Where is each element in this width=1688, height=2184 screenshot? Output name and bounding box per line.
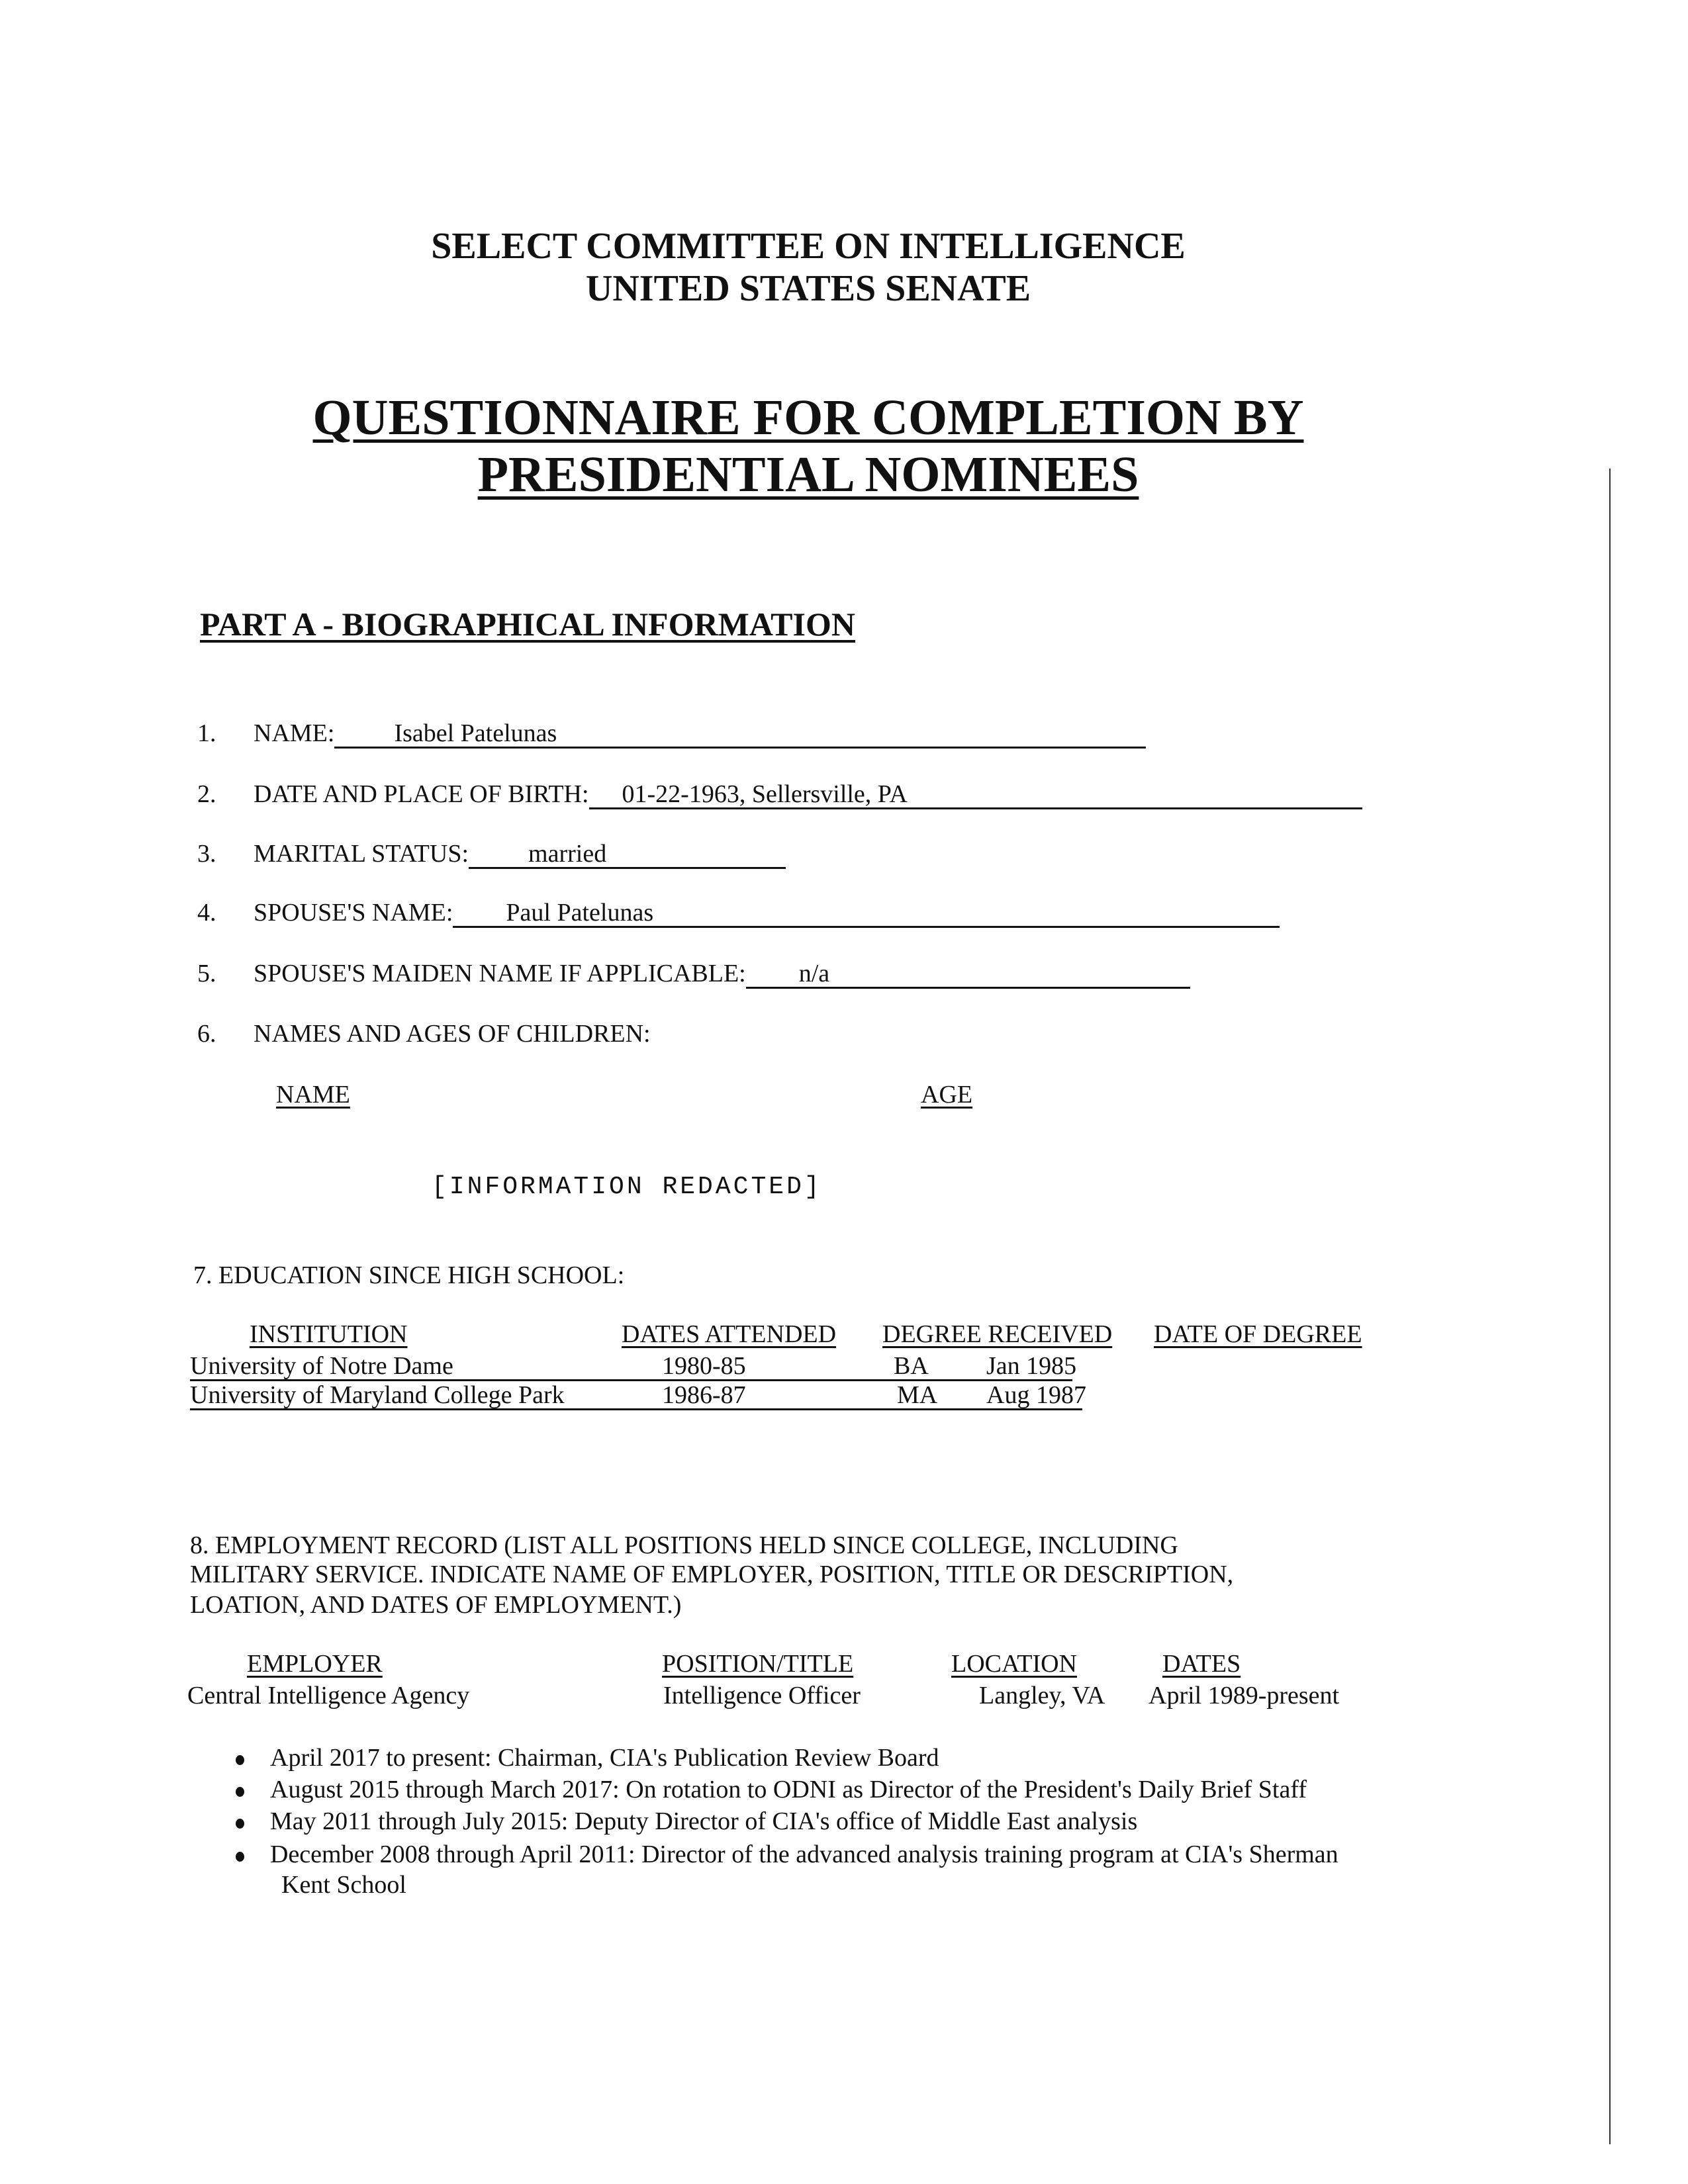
redacted-notice: [INFORMATION REDACTED] bbox=[432, 1173, 822, 1201]
children-label: NAMES AND AGES OF CHILDREN: bbox=[254, 1020, 651, 1048]
document-title-line2: PRESIDENTIAL NOMINEES bbox=[477, 447, 1139, 502]
document-title-line1: QUESTIONNAIRE FOR COMPLETION BY bbox=[312, 390, 1304, 445]
employment-header-dates: DATES bbox=[1162, 1650, 1241, 1678]
education-date: Aug 1987 bbox=[986, 1381, 1086, 1409]
maiden-field-row bbox=[254, 959, 1190, 989]
dates-value: April 1989-present bbox=[1149, 1682, 1340, 1709]
section-heading: PART A - BIOGRAPHICAL INFORMATION bbox=[200, 606, 855, 643]
item-number: 1. bbox=[197, 719, 216, 747]
education-dates: 1986-87 bbox=[662, 1381, 746, 1409]
employment-header-location: LOCATION bbox=[951, 1650, 1077, 1678]
education-header-degree: DEGREE RECEIVED bbox=[882, 1320, 1113, 1348]
item-number: 3. bbox=[197, 840, 216, 868]
employment-instructions: LOATION, AND DATES OF EMPLOYMENT.) bbox=[190, 1591, 682, 1619]
education-label: 7. EDUCATION SINCE HIGH SCHOOL: bbox=[193, 1261, 625, 1289]
field-label: DATE AND PLACE OF BIRTH: bbox=[254, 780, 589, 808]
marital-field-row bbox=[254, 839, 786, 869]
bullet-icon bbox=[236, 1852, 244, 1862]
employment-instructions: MILITARY SERVICE. INDICATE NAME OF EMPLOYER, POSITION, TITLE OR DESCRIPTION, bbox=[190, 1561, 1234, 1588]
employment-header-employer: EMPLOYER bbox=[247, 1650, 383, 1678]
education-degree: BA bbox=[894, 1352, 929, 1380]
field-label: SPOUSE'S MAIDEN NAME IF APPLICABLE: bbox=[254, 960, 746, 987]
list-item: April 2017 to present: Chairman, CIA's Publication Review Board bbox=[270, 1744, 939, 1772]
education-institution: University of Notre Dame bbox=[190, 1352, 453, 1380]
name-value: Isabel Patelunas bbox=[334, 720, 1146, 749]
list-item: August 2015 through March 2017: On rotation to ODNI as Director of the President's Daily Brief Staff bbox=[270, 1776, 1307, 1803]
bullet-icon bbox=[236, 1787, 244, 1797]
education-institution: University of Maryland College Park bbox=[190, 1381, 565, 1409]
bullet-icon bbox=[236, 1755, 244, 1765]
name-field-row bbox=[254, 719, 1146, 749]
bullet-icon bbox=[236, 1819, 244, 1829]
employment-header-position: POSITION/TITLE bbox=[662, 1650, 854, 1678]
field-label: SPOUSE'S NAME: bbox=[254, 899, 453, 927]
education-header-dates: DATES ATTENDED bbox=[622, 1320, 837, 1348]
list-item-continuation: Kent School bbox=[281, 1871, 406, 1899]
committee-name: SELECT COMMITTEE ON INTELLIGENCE bbox=[431, 226, 1186, 267]
field-label: NAME: bbox=[254, 719, 335, 747]
list-item: May 2011 through July 2015: Deputy Director of CIA's office of Middle East analysis bbox=[270, 1807, 1138, 1835]
item-number: 2. bbox=[197, 780, 216, 808]
education-date: Jan 1985 bbox=[986, 1352, 1077, 1380]
education-header-institution: INSTITUTION bbox=[250, 1320, 408, 1348]
spouse-value: Paul Patelunas bbox=[453, 899, 1280, 928]
children-name-header: NAME bbox=[276, 1081, 350, 1109]
spouse-field-row bbox=[254, 898, 1280, 928]
children-age-header: AGE bbox=[921, 1081, 973, 1109]
item-number: 5. bbox=[197, 960, 216, 987]
scan-edge-line bbox=[1609, 469, 1611, 2144]
education-header-date-of-degree: DATE OF DEGREE bbox=[1154, 1320, 1362, 1348]
birth-value: 01-22-1963, Sellersville, PA bbox=[589, 781, 1362, 809]
list-item: December 2008 through April 2011: Director of the advanced analysis training program at CIA's Sherman bbox=[270, 1841, 1338, 1868]
marital-value: married bbox=[469, 841, 786, 869]
position-value: Intelligence Officer bbox=[663, 1682, 861, 1709]
education-dates: 1980-85 bbox=[662, 1352, 746, 1380]
employer-value: Central Intelligence Agency bbox=[187, 1682, 470, 1709]
employment-instructions: 8. EMPLOYMENT RECORD (LIST ALL POSITIONS HELD SINCE COLLEGE, INCLUDING bbox=[190, 1531, 1178, 1559]
item-number: 4. bbox=[197, 899, 216, 927]
field-label: MARITAL STATUS: bbox=[254, 840, 469, 868]
maiden-value: n/a bbox=[746, 960, 1190, 989]
senate-name: UNITED STATES SENATE bbox=[585, 268, 1031, 309]
birth-field-row bbox=[254, 780, 1362, 809]
education-degree: MA bbox=[897, 1381, 938, 1409]
item-number: 6. bbox=[197, 1020, 216, 1048]
location-value: Langley, VA bbox=[979, 1682, 1105, 1709]
